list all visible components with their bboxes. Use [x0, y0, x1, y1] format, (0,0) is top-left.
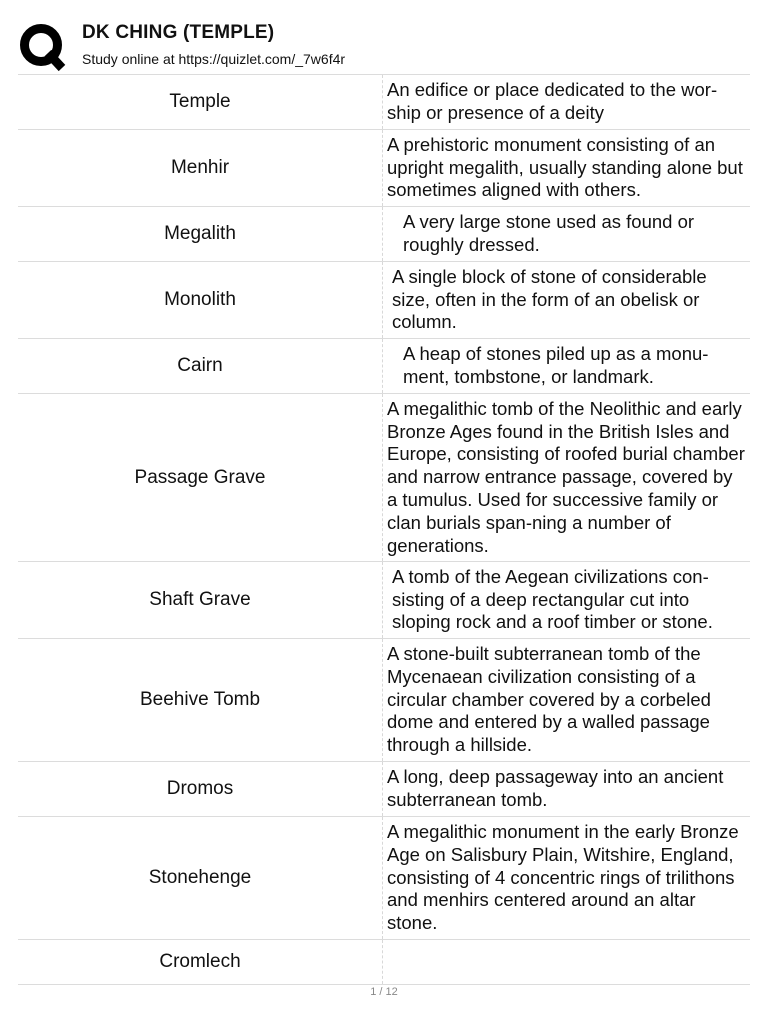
table-row — [18, 562, 750, 639]
term-cell: Megalith — [164, 223, 236, 244]
definition-cell — [382, 940, 750, 984]
definition-cell — [382, 817, 750, 939]
term-cell: Shaft Grave — [149, 589, 251, 610]
term-cell: Cairn — [177, 355, 223, 376]
page-number: 1 / 12 — [370, 986, 398, 998]
definition-cell — [382, 262, 750, 338]
table-row — [18, 940, 750, 985]
term-cell: Menhir — [170, 157, 230, 178]
definition-text: A single block of stone of considerable size, often in the form of an obelisk or column. — [392, 265, 707, 333]
definition-text: An edifice or place dedicated to the wor-ship or presence of a deity — [387, 79, 718, 123]
table-row — [18, 207, 750, 262]
definition-text: A heap of stones piled up as a monu-ment, tombstone, or landmark. — [403, 343, 709, 387]
definition-cell — [382, 394, 750, 561]
table-row — [18, 762, 750, 817]
table-row — [18, 817, 750, 940]
table-row — [18, 262, 750, 339]
definition-text: A prehistoric monument consisting of an upright megalith, usually standing alone but sometimes aligned with others. — [387, 133, 743, 201]
quizlet-logo-icon — [18, 22, 68, 72]
definition-cell — [382, 639, 750, 761]
table-row — [18, 339, 750, 394]
definition-text: A very large stone used as found or roughly dressed. — [403, 211, 695, 255]
term-cell: Passage Grave — [134, 466, 266, 488]
definition-text: A long, deep passageway into an ancient subterranean tomb. — [387, 766, 724, 810]
definition-cell — [382, 207, 750, 261]
definition-text: A megalithic monument in the early Bronze Age on Salisbury Plain, Witshire, England, consisting of 4 concentric rings of trilithons and menhirs centered around an altar stone. — [387, 821, 739, 934]
term-cell: Stonehenge — [148, 867, 252, 888]
flashcard-table — [18, 74, 750, 985]
term-cell: Beehive Tomb — [139, 689, 261, 710]
term-cell: Monolith — [164, 289, 236, 310]
table-row — [18, 639, 750, 762]
definition-cell — [382, 562, 750, 638]
definition-cell — [382, 130, 750, 206]
definition-cell — [382, 75, 750, 129]
page-title: DK CHING (TEMPLE) — [82, 22, 275, 43]
table-row — [18, 75, 750, 130]
term-cell: Temple — [169, 91, 231, 112]
definition-cell — [382, 339, 750, 393]
term-cell: Cromlech — [159, 951, 241, 972]
definition-cell — [382, 762, 750, 816]
definition-text: A stone-built subterranean tomb of the Mycenaean civilization consisting of a circular chamber covered by a corbeled dome and entered by a walled passage through a hillside. — [387, 643, 711, 756]
definition-text: A tomb of the Aegean civilizations con-sisting of a deep rectangular cut into sloping rock and a roof timber or stone. — [392, 565, 713, 633]
document-header — [18, 18, 748, 74]
table-row — [18, 130, 750, 207]
definition-text: A megalithic tomb of the Neolithic and early Bronze Ages found in the British Isles and Europe, consisting of roofed burial chamber and narrow entrance passage, covered by a tumulus. Used for successive family or clan burials span-ning a number of generations. — [387, 397, 745, 556]
term-cell: Dromos — [166, 778, 234, 799]
study-online-link[interactable]: Study online at https://quizlet.com/_7w6f4r — [82, 51, 346, 67]
table-row — [18, 394, 750, 562]
